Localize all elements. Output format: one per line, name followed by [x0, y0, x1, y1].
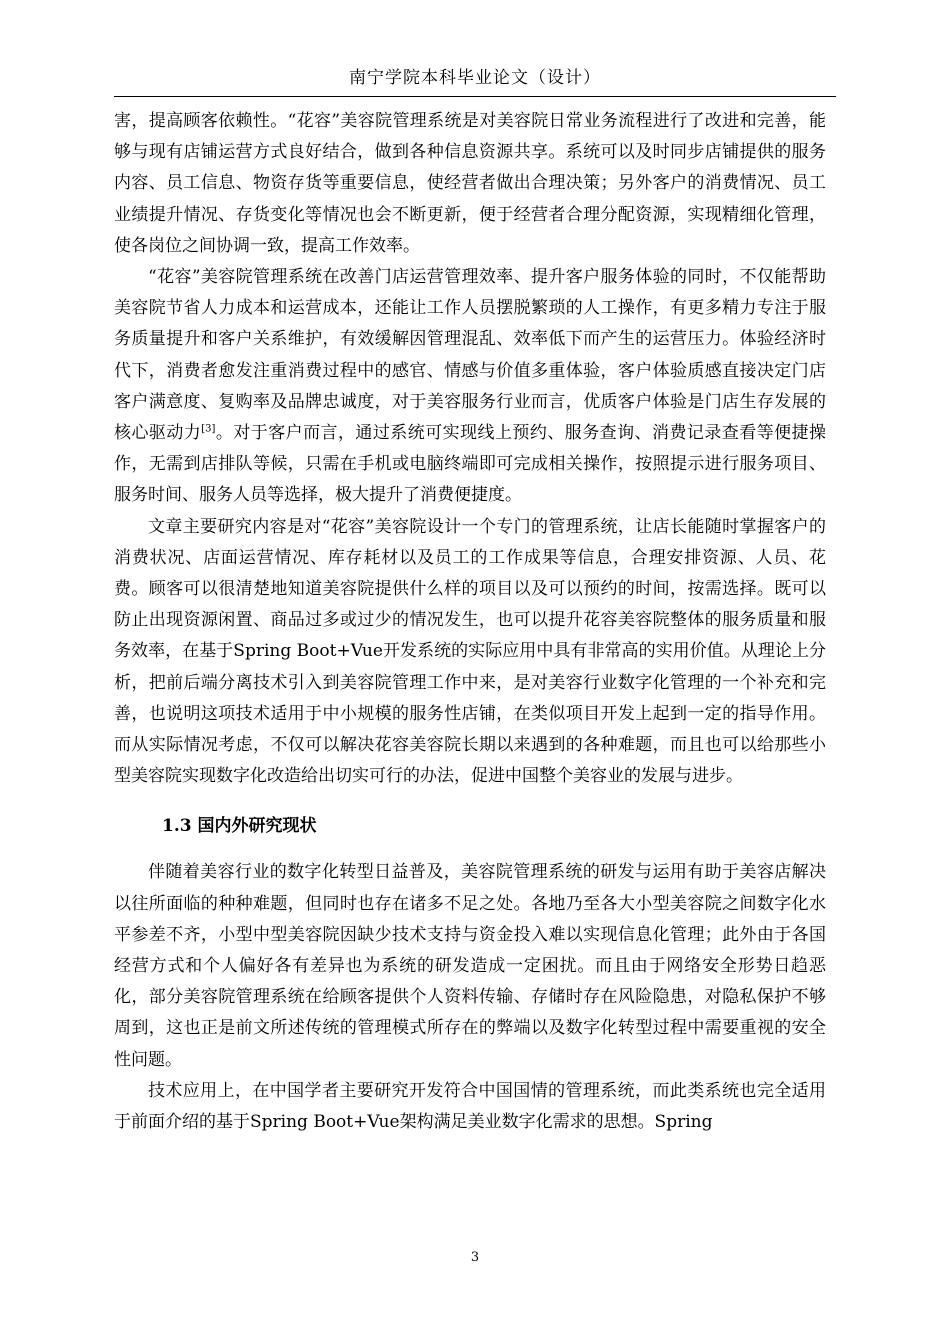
- section-heading: [162, 811, 826, 842]
- page-header-title: 南宁学院本科毕业论文（设计）: [349, 68, 601, 88]
- paragraph-2-text-b: 。对于客户而言，通过系统可实现线上预约、服务查询、消费记录查看等便捷操作，无需到店排队等候，只需在手机或电脑终端即可完成相关操作，按照提示进行服务项目、服务时间、服务人员等选择，极大提升了消费便捷度。: [114, 423, 827, 506]
- paragraph-3: 文章主要研究内容是对“花容”美容院设计一个专门的管理系统，让店长能随时掌握客户的消费状况、店面运营情况、库存耗材以及员工的工作成果等信息，合理安排资源、人员、花费。顾客可以很清楚地知道美容院提供什么样的项目以及可以预约的时间，按需选择。既可以防止出现资源闲置、商品过多或过少的情况发生，也可以提升花容美容院整体的服务质量和服务效率，在基于Spring Boot+Vue开发系统的实际应用中具有非常高的实用价值。从理论上分析，把前后端分离技术引入到美容院管理工作中来，是对美容行业数字化管理的一个补充和完善，也说明这项技术适用于中小规模的服务性店铺，在类似项目开发上起到一定的指导作用。而从实际情况考虑，不仅可以解决花容美容院长期以来遇到的各种难题，而且也可以给那些小型美容院实现数字化改造给出切实可行的办法，促进中国整个美容业的发展与进步。: [114, 516, 826, 787]
- citation-ref: [3]: [201, 423, 216, 435]
- paragraph-4: 伴随着美容行业的数字化转型日益普及，美容院管理系统的研发与运用有助于美容店解决以往所面临的种种难题，但同时也存在诸多不足之处。各地乃至各大小型美容院之间数字化水平参差不齐，小型中型美容院因缺少技术支持与资金投入难以实现信息化管理；此外由于各国经营方式和个人偏好各有差异也为系统的研发造成一定困扰。而且由于网络安全形势日趋恶化，部分美容院管理系统在给顾客提供个人资料传输、存储时存在风险隐患，对隐私保护不够周到，这也正是前文所述传统的管理模式所存在的弊端以及数字化转型过程中需要重视的安全性问题。: [114, 862, 826, 1070]
- paragraph-2: [114, 262, 826, 512]
- paragraph-5: 技术应用上，在中国学者主要研究开发符合中国国情的管理系统，而此类系统也完全适用于前面介绍的基于Spring Boot+Vue架构满足美业数字化需求的思想。Spring: [114, 1080, 826, 1133]
- section-number: 1.3: [162, 816, 192, 837]
- paragraph-1: 害，提高顾客依赖性。“花容”美容院管理系统是对美容院日常业务流程进行了改进和完善，能够与现有店铺运营方式良好结合，做到各种信息资源共享。系统可以及时同步店铺提供的服务内容、员工信息、物资存货等重要信息，使经营者做出合理决策；另外客户的消费情况、员工业绩提升情况、存货变化等情况也会不断更新，便于经营者合理分配资源，实现精细化管理，使各岗位之间协调一致，提高工作效率。: [114, 111, 826, 256]
- paragraph-2-text-a: “花容”美容院管理系统在改善门店运营管理效率、提升客户服务体验的同时，不仅能帮助美容院节省人力成本和运营成本，还能让工作人员摆脱繁琐的人工操作，有更多精力专注于服务质量提升和客户关系维护，有效缓解因管理混乱、效率低下而产生的运营压力。体验经济时代下，消费者愈发注重消费过程中的感官、情感与价值多重体验，客户体验质感直接决定门店客户满意度、复购率及品牌忠诚度，对于美容服务行业而言，优质客户体验是门店生存发展的核心驱动力: [114, 267, 826, 444]
- header-rule: [114, 96, 836, 97]
- section-title: 国内外研究现状: [197, 816, 317, 837]
- document-body: [114, 106, 826, 1138]
- page-number: 3: [470, 1250, 480, 1265]
